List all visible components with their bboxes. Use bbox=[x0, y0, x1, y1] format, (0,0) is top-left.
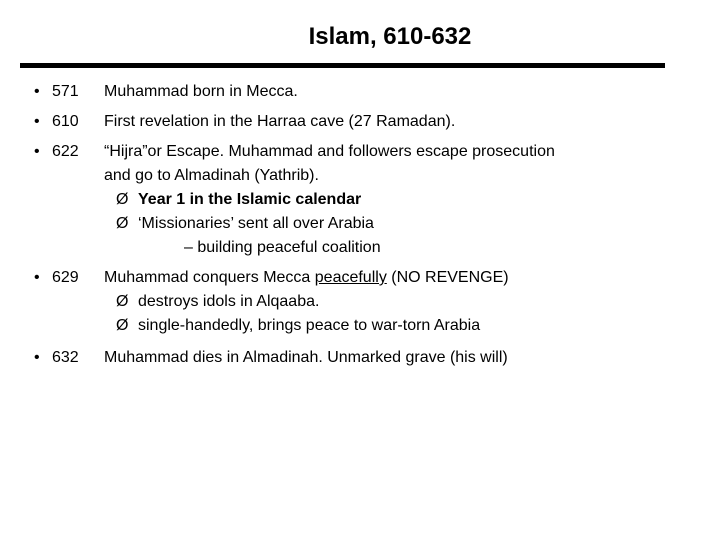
year-label: 610 bbox=[52, 113, 79, 130]
sub-bullet-text: destroys idols in Alqaaba. bbox=[138, 293, 320, 310]
sub-bullet-text: single-handedly, brings peace to war-torn Arabia bbox=[138, 317, 481, 334]
slide-title: Islam, 610-632 bbox=[308, 23, 472, 50]
event-line-2: and go to Almadinah (Yathrib). bbox=[104, 167, 319, 184]
year-label: 622 bbox=[52, 143, 79, 160]
year-label: 632 bbox=[52, 349, 79, 366]
event-text: Muhammad born in Mecca. bbox=[104, 83, 298, 100]
sub-bullet bbox=[104, 314, 674, 338]
sub-bullet bbox=[104, 212, 674, 236]
event-line-1: “Hijra”or Escape. Muhammad and followers escape prosecution bbox=[104, 143, 555, 160]
sub-sub-bullet bbox=[104, 236, 674, 260]
sub-sub-bullet-text: building peaceful coalition bbox=[197, 239, 381, 256]
arrow-bullet-icon: Ø bbox=[116, 191, 129, 208]
event-line-1 bbox=[104, 266, 674, 290]
event-text bbox=[104, 140, 674, 260]
sub-bullet bbox=[104, 188, 674, 212]
event-text: Muhammad dies in Almadinah. Unmarked grave (his will) bbox=[104, 349, 508, 366]
event-text-post: (NO REVENGE) bbox=[386, 269, 509, 286]
title-rule bbox=[20, 63, 665, 68]
year-label: 629 bbox=[52, 269, 79, 286]
year-label: 571 bbox=[52, 83, 79, 100]
bullet-icon: • bbox=[34, 143, 40, 160]
bullet-icon: • bbox=[34, 113, 40, 130]
sub-bullet-text: ‘Missionaries’ sent all over Arabia bbox=[138, 215, 374, 232]
bullet-icon: • bbox=[34, 349, 40, 366]
event-text: First revelation in the Harraa cave (27 Ramadan). bbox=[104, 113, 456, 130]
event-text-pre: Muhammad conquers Mecca bbox=[104, 269, 315, 286]
event-text-underlined: peacefully bbox=[314, 269, 387, 286]
arrow-bullet-icon: Ø bbox=[116, 317, 129, 334]
arrow-bullet-icon: Ø bbox=[116, 215, 129, 232]
sub-bullet-text: Year 1 in the Islamic calendar bbox=[138, 191, 362, 208]
bullet-icon: • bbox=[34, 83, 40, 100]
arrow-bullet-icon: Ø bbox=[116, 293, 129, 310]
bullet-icon: • bbox=[34, 269, 40, 286]
event-text bbox=[104, 266, 674, 338]
dash-bullet-icon: – bbox=[184, 239, 193, 256]
sub-bullet bbox=[104, 290, 674, 314]
